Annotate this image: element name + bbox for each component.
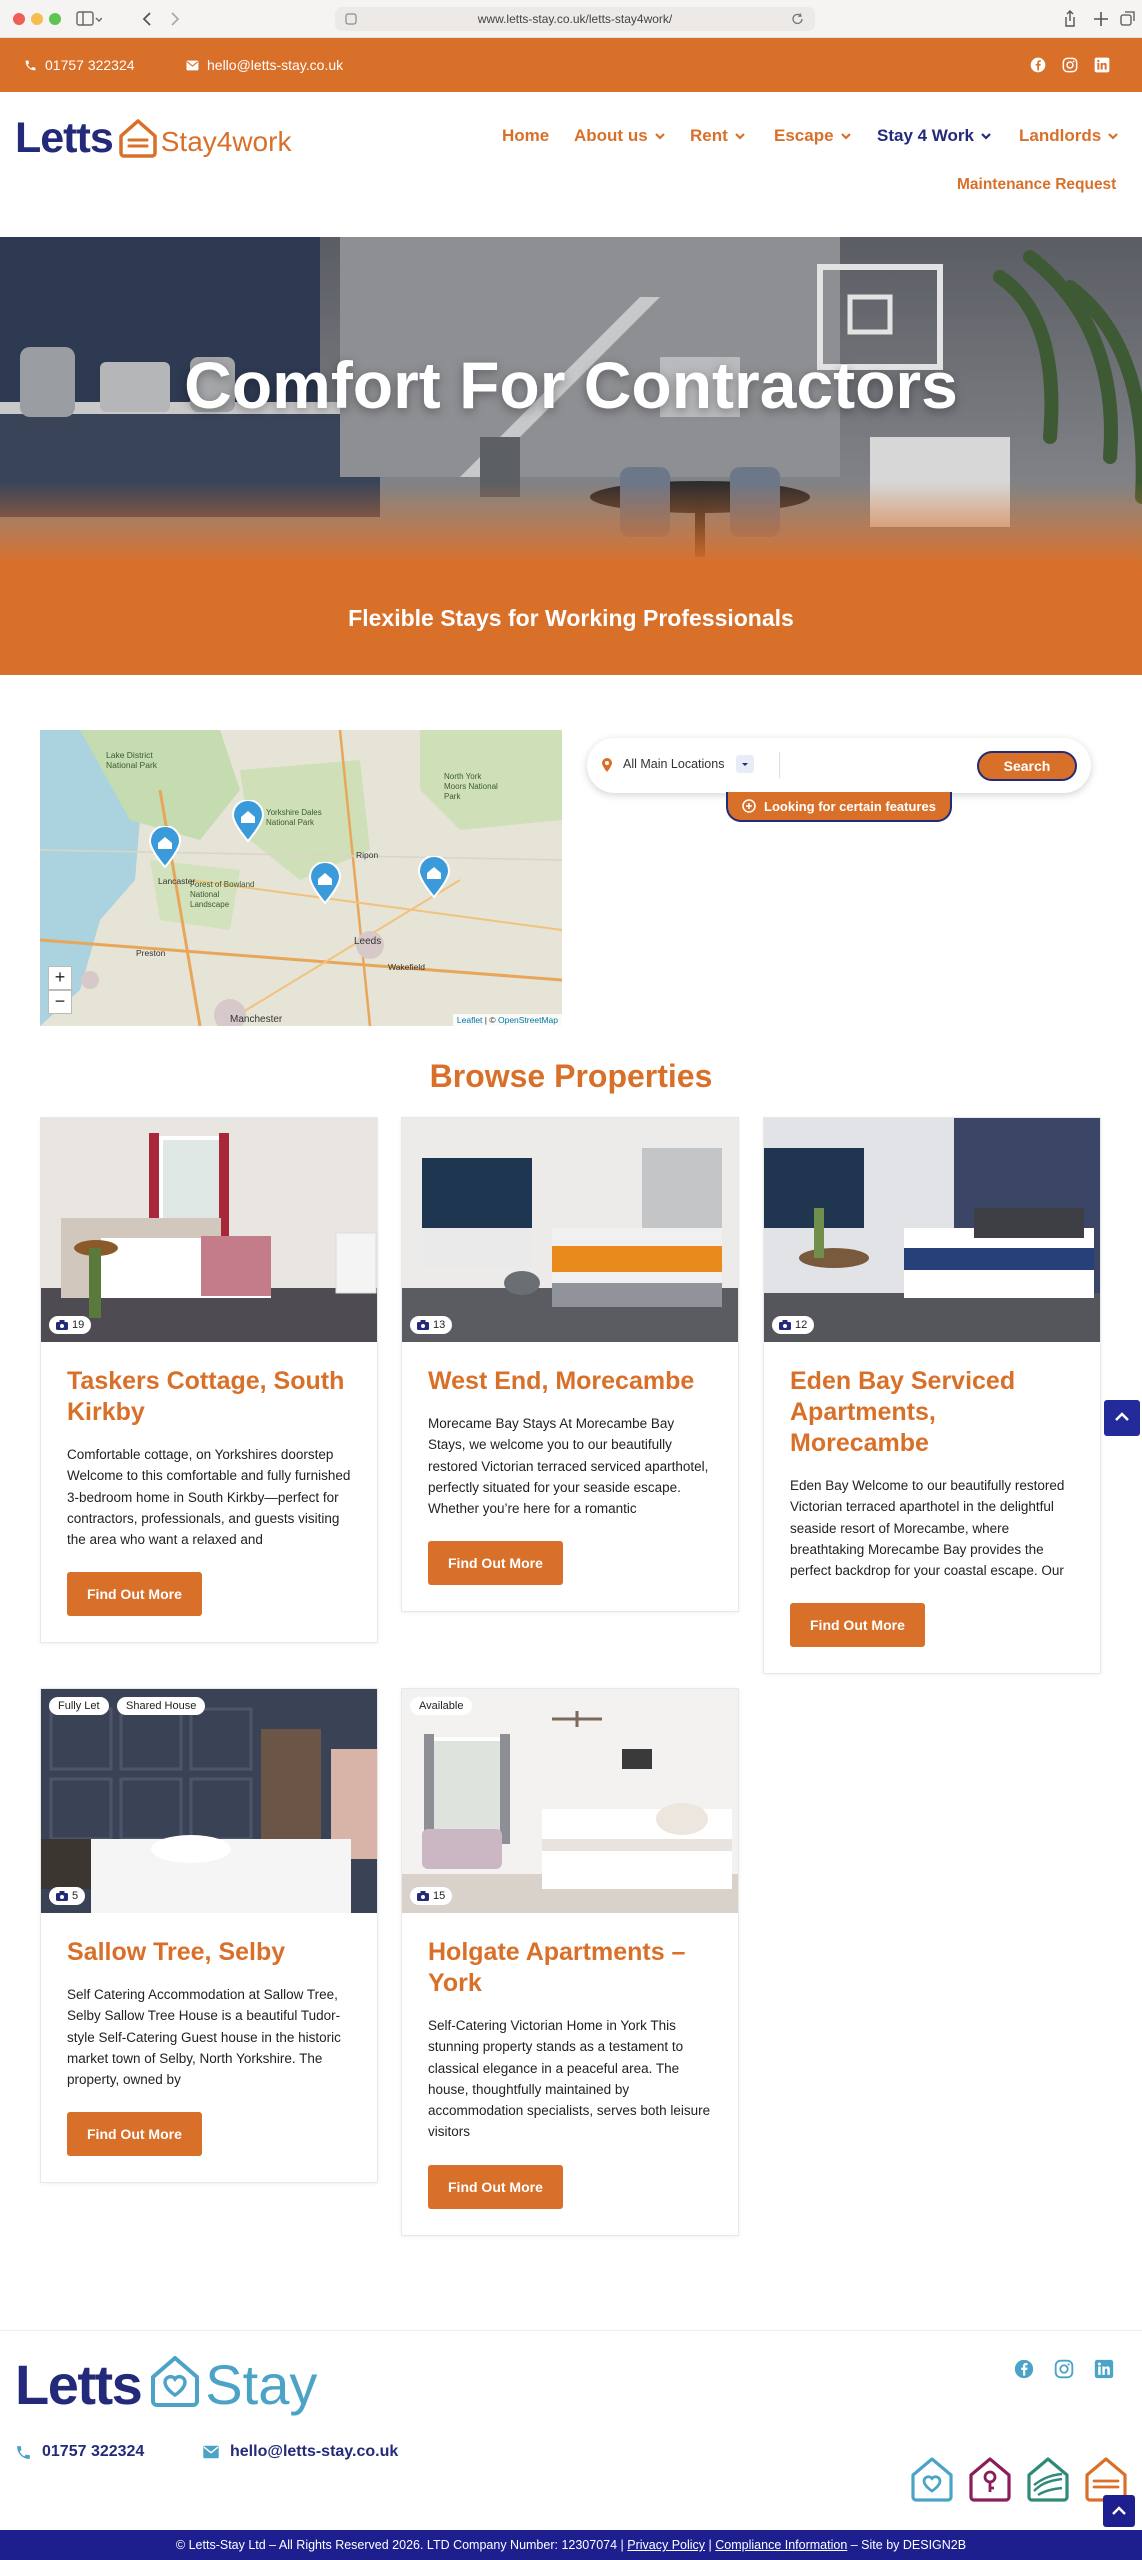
map-zoom-in-button[interactable]: +	[48, 966, 72, 990]
map-label-manchester: Manchester	[230, 1014, 283, 1025]
hero-subtitle-band	[0, 562, 1142, 675]
nav-stay-4-work[interactable]	[877, 126, 992, 146]
property-photo[interactable]	[41, 1689, 377, 1913]
bedroom-photo	[41, 1118, 377, 1342]
features-filter-button[interactable]	[726, 792, 952, 822]
photo-count-badge	[410, 1887, 452, 1905]
linkedin-icon[interactable]	[1094, 2359, 1114, 2379]
property-title[interactable]: Taskers Cottage, South Kirkby	[67, 1367, 345, 1426]
browser-toolbar	[0, 0, 1142, 38]
bedroom-photo	[402, 1118, 738, 1342]
nav-landlords-label: Landlords	[1019, 126, 1102, 145]
copyright-separator: |	[705, 2538, 716, 2552]
property-photo[interactable]	[402, 1689, 738, 1913]
find-out-more-button[interactable]: Find Out More	[428, 2165, 563, 2209]
camera-icon	[56, 1320, 68, 1330]
property-description: Morecame Bay Stays At Morecambe Bay Stays, we welcome you to our beautifully restored Victorian terraced serviced aparthotel, perfectly situated for your seaside escape. Whether you’re here for a romantic	[428, 1416, 709, 1517]
property-card	[40, 1688, 378, 2183]
site-header	[0, 92, 1142, 237]
photo-count-badge	[49, 1316, 91, 1334]
footer-phone-text: 01757 322324	[42, 2443, 145, 2460]
nav-home[interactable]	[502, 126, 549, 146]
linkedin-icon[interactable]	[1094, 57, 1110, 73]
topbar-email[interactable]	[186, 38, 343, 92]
close-window-button[interactable]	[13, 13, 25, 25]
photo-count-badge	[410, 1316, 452, 1334]
facebook-icon[interactable]	[1030, 57, 1046, 73]
instagram-icon[interactable]	[1054, 2359, 1074, 2379]
property-title[interactable]: Sallow Tree, Selby	[67, 1938, 286, 1966]
url-text: www.letts-stay.co.uk/letts-stay4work/	[477, 12, 673, 26]
hero-banner	[0, 237, 1142, 562]
map-label-preston: Preston	[136, 948, 166, 958]
nav-landlords[interactable]	[1019, 126, 1119, 146]
bedroom-photo	[402, 1689, 738, 1913]
bedroom-photo	[41, 1689, 377, 1913]
property-title[interactable]: Holgate Apartments – York	[428, 1938, 686, 1997]
scroll-to-top-button[interactable]	[1104, 1400, 1140, 1436]
site-logo[interactable]	[15, 114, 291, 162]
phone-icon	[24, 59, 37, 72]
sidebar-toggle-icon[interactable]	[76, 10, 102, 28]
find-out-more-button[interactable]: Find Out More	[428, 1541, 563, 1585]
site-credit-text: – Site by DESIGN2B	[847, 2538, 967, 2552]
page-settings-icon[interactable]	[345, 7, 357, 31]
nav-escape-label: Escape	[774, 126, 834, 145]
location-pin-icon	[601, 757, 613, 773]
property-search-bar	[587, 738, 1091, 793]
dropdown-arrow-icon	[736, 755, 754, 773]
camera-icon	[56, 1891, 68, 1901]
footer-logo[interactable]	[15, 2353, 317, 2415]
map-attribution	[453, 1014, 562, 1026]
chevron-down-icon	[734, 130, 746, 142]
map-label-lake-district: Lake District National Park	[106, 750, 158, 770]
camera-icon	[417, 1891, 429, 1901]
property-title[interactable]: West End, Morecambe	[428, 1367, 695, 1395]
location-select-value: All Main Locations	[623, 757, 725, 771]
map-marker-house-icon[interactable]	[308, 862, 342, 904]
camera-icon	[779, 1320, 791, 1330]
map-label-ripon: Ripon	[356, 850, 379, 860]
map-label-yorkshire-dales: Yorkshire Dales National Park	[266, 808, 322, 827]
find-out-more-button[interactable]: Find Out More	[790, 1603, 925, 1647]
logo-subbrand: Stay4work	[160, 126, 292, 157]
chevron-down-icon	[1107, 130, 1119, 142]
status-tag-shared-house: Shared House	[117, 1697, 205, 1715]
chevron-down-icon	[980, 130, 992, 142]
property-card	[763, 1117, 1101, 1674]
property-description: Self Catering Accommodation at Sallow Tree, Selby Sallow Tree House is a beautiful Tudor-style Self-Catering Guest house in the historic market town of Selby, North Yorkshire. The property, owned by	[67, 1987, 341, 2088]
photo-count-badge	[49, 1887, 85, 1905]
footer-email[interactable]	[202, 2443, 398, 2461]
map-marker-house-icon[interactable]	[417, 856, 451, 898]
logo-wordmark: Letts	[15, 114, 113, 162]
landscape-house-brand-icon[interactable]	[1026, 2455, 1070, 2503]
topbar-phone-text: 01757 322324	[45, 57, 135, 73]
map-marker-house-icon[interactable]	[231, 800, 265, 842]
map-label-wakefield: Wakefield	[388, 962, 426, 972]
nav-rent-label: Rent	[690, 126, 728, 145]
phone-icon	[15, 2444, 32, 2461]
new-tab-icon[interactable]	[1093, 10, 1109, 28]
footer-logo-wordmark: Letts	[15, 2353, 142, 2416]
plus-circle-icon	[742, 799, 756, 813]
reload-icon[interactable]	[791, 7, 805, 31]
forward-icon[interactable]	[168, 10, 182, 28]
topbar-email-text: hello@letts-stay.co.uk	[207, 57, 344, 73]
photo-count: 5	[72, 1890, 79, 1902]
property-photo[interactable]	[41, 1118, 377, 1342]
tab-overview-icon[interactable]	[1120, 10, 1136, 28]
property-card	[401, 1688, 739, 2236]
footer-scroll-top-button[interactable]	[1103, 2495, 1135, 2527]
status-tag-fully-let: Fully Let	[49, 1697, 109, 1715]
envelope-icon	[186, 60, 199, 71]
bedroom-photo	[764, 1118, 1100, 1342]
photo-count: 15	[433, 1890, 446, 1902]
site-footer	[0, 2330, 1142, 2530]
property-photo[interactable]	[402, 1118, 738, 1342]
nav-home-label: Home	[502, 126, 550, 145]
chevron-down-icon	[654, 130, 666, 142]
facebook-icon[interactable]	[1014, 2359, 1034, 2379]
features-filter-label: Looking for certain features	[764, 798, 936, 814]
photo-count: 13	[433, 1319, 446, 1331]
maximize-window-button[interactable]	[49, 13, 61, 25]
attribution-separator: | ©	[482, 1015, 498, 1025]
house-logo-icon	[117, 116, 159, 158]
status-tag-available: Available	[410, 1697, 472, 1715]
property-card	[401, 1117, 739, 1612]
leaflet-link[interactable]: Leaflet	[456, 1015, 483, 1025]
property-map[interactable]	[40, 730, 562, 1026]
camera-icon	[417, 1320, 429, 1330]
contact-top-bar	[0, 38, 1142, 92]
map-label-north-york-moors: North York Moors National Park	[444, 772, 498, 801]
photo-count-badge	[772, 1316, 814, 1334]
search-button[interactable]: Search	[977, 751, 1077, 781]
chevron-up-icon	[1103, 2495, 1135, 2527]
nav-stay-4-work-label: Stay 4 Work	[877, 126, 975, 145]
map-zoom-out-button[interactable]: −	[48, 990, 72, 1014]
hero-subtitle: Flexible Stays for Working Professionals	[348, 605, 794, 631]
chevron-down-icon	[840, 130, 852, 142]
footer-phone[interactable]	[15, 2443, 144, 2461]
footer-email-text: hello@letts-stay.co.uk	[230, 2443, 399, 2460]
address-bar[interactable]	[335, 7, 815, 31]
hero-title: Comfort For Contractors	[184, 348, 958, 422]
search-field-divider	[779, 752, 780, 778]
photo-count: 12	[795, 1319, 808, 1331]
nav-about-us[interactable]	[574, 126, 666, 146]
instagram-icon[interactable]	[1062, 57, 1078, 73]
footer-logo-subbrand: Stay	[205, 2353, 318, 2416]
nav-rent[interactable]	[690, 126, 746, 146]
nav-maintenance-request[interactable]	[957, 176, 1116, 194]
topbar-phone[interactable]	[24, 38, 135, 92]
map-marker-house-icon[interactable]	[148, 826, 182, 868]
map-label-lancaster: Lancaster	[158, 876, 196, 886]
heart-house-brand-icon[interactable]	[910, 2455, 954, 2503]
nav-about-us-label: About us	[574, 126, 648, 145]
copyright-text: © Letts-Stay Ltd – All Rights Reserved 2026. LTD Company Number: 12307074 |	[175, 2538, 628, 2552]
nav-escape[interactable]	[774, 126, 852, 146]
openstreetmap-link[interactable]: OpenStreetMap	[497, 1015, 558, 1025]
privacy-policy-link[interactable]: Privacy Policy	[627, 2538, 706, 2552]
key-house-brand-icon[interactable]	[968, 2455, 1012, 2503]
back-icon[interactable]	[140, 10, 154, 28]
find-out-more-button[interactable]: Find Out More	[67, 1572, 202, 1616]
chevron-up-icon	[1104, 1400, 1140, 1436]
property-description: Self-Catering Victorian Home in York This stunning property stands as a testament to classical elegance in a peaceful area. The house, thoughtfully maintained by accommodation specialists, serves both leisure visitors	[428, 2018, 711, 2140]
nav-maintenance-label: Maintenance Request	[957, 176, 1117, 193]
map-label-leeds: Leeds	[354, 936, 382, 947]
share-icon[interactable]	[1062, 10, 1078, 28]
minimize-window-button[interactable]	[31, 13, 43, 25]
copyright-bar	[0, 2530, 1142, 2560]
browse-heading: Browse Properties	[429, 1058, 713, 1094]
property-description: Eden Bay Welcome to our beautifully restored Victorian terraced aparthotel in the delightful seaside resort of Morecambe, where breathtaking Morecambe Bay provides the perfect backdrop for your coastal escape. Our	[790, 1478, 1065, 1579]
photo-count: 19	[72, 1319, 85, 1331]
heart-house-logo-icon	[149, 2353, 201, 2409]
find-out-more-button[interactable]: Find Out More	[67, 2112, 202, 2156]
compliance-information-link[interactable]: Compliance Information	[715, 2538, 848, 2552]
map-label-forest-of-bowland: Forest of Bowland National Landscape	[190, 880, 255, 909]
property-title[interactable]: Eden Bay Serviced Apartments, Morecambe	[790, 1367, 1016, 1457]
property-card	[40, 1117, 378, 1643]
envelope-icon	[202, 2445, 220, 2459]
property-description: Comfortable cottage, on Yorkshires doorstep Welcome to this comfortable and fully furnished 3-bedroom home in South Kirkby—perfect for contractors, professionals, and guests visiting the area who want a relaxed and	[67, 1447, 351, 1548]
location-select[interactable]	[623, 755, 754, 773]
property-photo[interactable]	[764, 1118, 1100, 1342]
